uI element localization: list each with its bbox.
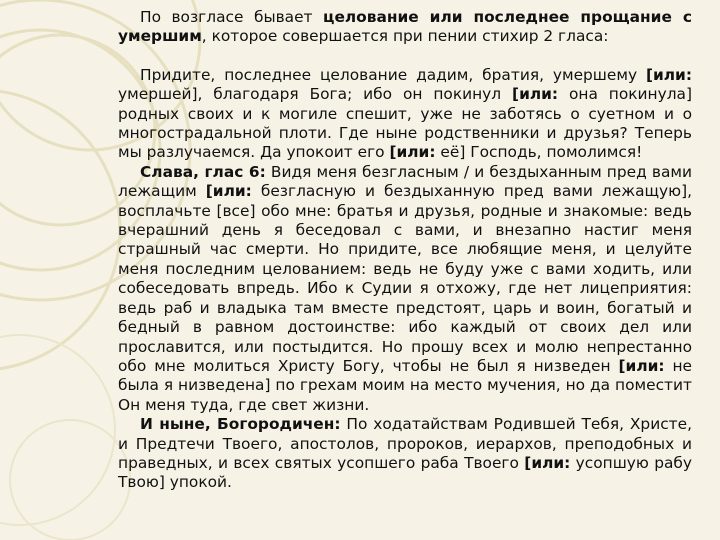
intro-bold: целование или последнее прощание с умершим xyxy=(118,8,692,46)
verse-heading-bogorodichen: И ныне, Богородичен: xyxy=(140,415,341,434)
verse-paragraph-1: Придите, последнее целование дадим, братия, умершему [или: умершей], благодаря Бога; ибо он покинул [или: она покинула] родных своих и к могиле спешит, уже не заботясь о суетном и о многострадальной плоти. Где ныне родственники и друзья? Теперь мы разлучаемся. Да упокоит его [или: её] Господь, помолимся! xyxy=(118,65,692,162)
verse-heading-slava: Слава, глас 6: xyxy=(140,162,266,181)
document-body xyxy=(118,8,692,493)
verse-paragraph-2: Слава, глас 6: Видя меня безгласным / и бездыханным пред вами лежащим [или: безгласную и бездыханную пред вами лежащую], восплачьте [все] обо мне: братья и друзья, родные и знакомые: ведь вчерашний день я беседовал с вами, и внезапно настиг меня страшный час смерти. Но придите, все любящие меня, и целуйте меня последним целованием: ведь не буду уже с вами ходить, или собеседовать впредь. Ибо к Судии я отхожу, где нет лицеприятия: ведь раб и владыка там вместе предстоят, царь и воин, богатый и бедный в равном достоинстве: ибо каждый от своих дел или прославится, или постыдится. Но прошу всех и молю непрестанно обо мне молиться Христу Богу, чтобы не был я низведен [или: не была я низведена] по грехам моим на место мучения, но да поместит Он меня туда, где свет жизни. xyxy=(118,162,692,414)
verse-paragraph-3: И ныне, Богородичен: По ходатайствам Родившей Тебя, Христе, и Предтечи Твоего, апостолов, пророков, иерархов, преподобных и праведных, и всех святых усопшего раба Твоего [или: усопшую рабу Твою] упокой. xyxy=(118,415,692,492)
intro-paragraph: По возгласе бывает целование или последнее прощание с умершим, которое совершается при пении стихир 2 гласа: xyxy=(118,8,692,46)
